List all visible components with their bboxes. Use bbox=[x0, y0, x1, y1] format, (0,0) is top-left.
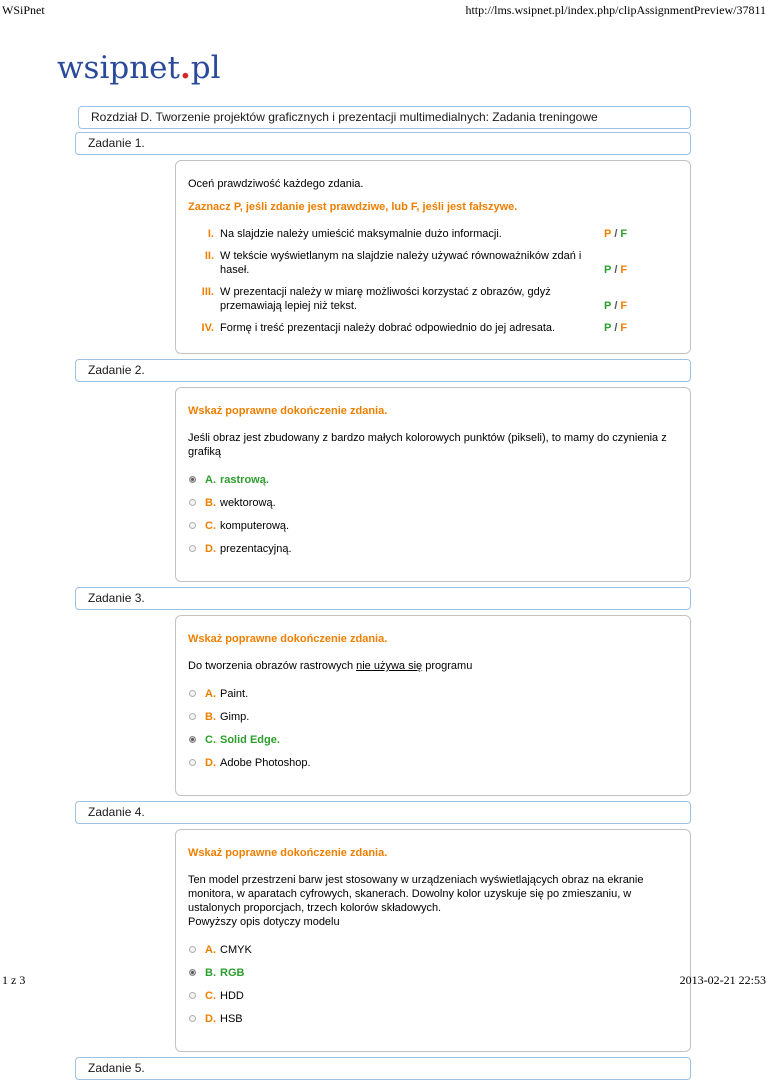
pf-false-option[interactable]: F bbox=[620, 264, 628, 276]
radio-checked-icon[interactable] bbox=[189, 736, 196, 743]
option-a[interactable] bbox=[189, 473, 676, 487]
option-text: Solid Edge. bbox=[220, 734, 280, 746]
task-4-question-line2: Powyższy opis dotyczy modelu bbox=[188, 916, 340, 928]
option-c[interactable] bbox=[189, 733, 676, 747]
radio-icon[interactable] bbox=[189, 946, 196, 953]
option-text: CMYK bbox=[220, 944, 252, 956]
task-4-instruction: Wskaż poprawne dokończenie zdania. bbox=[188, 847, 388, 859]
option-text: Gimp. bbox=[220, 711, 250, 723]
tf-statement-row bbox=[188, 321, 676, 335]
tf-statement-row bbox=[188, 227, 676, 241]
option-letter: A. bbox=[205, 474, 216, 486]
task-1-header bbox=[75, 132, 691, 155]
task-2-label: Zadanie 2. bbox=[88, 363, 145, 377]
radio-icon[interactable] bbox=[189, 545, 196, 552]
option-text: prezentacyjną. bbox=[220, 543, 292, 555]
pf-true-option[interactable]: P bbox=[604, 228, 612, 240]
pf-false-option[interactable]: F bbox=[620, 322, 628, 334]
logo-text-main: wsipnet bbox=[57, 50, 180, 86]
option-b[interactable] bbox=[189, 496, 676, 510]
option-d[interactable] bbox=[189, 542, 676, 556]
statement-text: Na slajdzie należy umieścić maksymalnie dużo informacji. bbox=[220, 228, 502, 240]
pf-true-option[interactable]: P bbox=[604, 264, 612, 276]
statement-numeral: I. bbox=[207, 228, 214, 240]
pf-choice bbox=[604, 227, 676, 241]
task-4-header bbox=[75, 801, 691, 824]
statement-numeral: II. bbox=[204, 250, 214, 262]
task-2-header bbox=[75, 359, 691, 382]
task-3-instruction: Wskaż poprawne dokończenie zdania. bbox=[188, 633, 388, 645]
pf-choice bbox=[604, 263, 676, 277]
pf-separator: / bbox=[614, 264, 618, 276]
radio-icon[interactable] bbox=[189, 499, 196, 506]
option-d[interactable] bbox=[189, 1012, 676, 1026]
question-underlined-part: nie używa się bbox=[356, 660, 423, 672]
assignment-content bbox=[75, 106, 691, 1083]
option-letter: D. bbox=[205, 1013, 216, 1025]
task-3-options bbox=[188, 687, 676, 770]
task-5-header bbox=[75, 1057, 691, 1080]
option-d[interactable] bbox=[189, 756, 676, 770]
pf-separator: / bbox=[614, 300, 618, 312]
statement-text: Formę i treść prezentacji należy dobrać odpowiednio do jej adresata. bbox=[220, 322, 556, 334]
task-3-header bbox=[75, 587, 691, 610]
option-letter: B. bbox=[205, 711, 216, 723]
statement-text: W prezentacji należy w miarę możliwości korzystać z obrazów, gdyż przemawiają lepiej niż tekst. bbox=[220, 286, 551, 312]
pf-false-option[interactable]: F bbox=[620, 228, 628, 240]
print-footer-timestamp: 2013-02-21 22:53 bbox=[679, 973, 766, 987]
option-text: Paint. bbox=[220, 688, 249, 700]
task-4-label: Zadanie 4. bbox=[88, 805, 145, 819]
pf-separator: / bbox=[614, 228, 618, 240]
task-3-panel bbox=[175, 615, 691, 796]
option-b[interactable] bbox=[189, 710, 676, 724]
task-4-panel bbox=[175, 829, 691, 1052]
task-1-intro: Oceń prawdziwość każdego zdania. bbox=[188, 178, 364, 190]
logo-text-tld: pl bbox=[190, 50, 221, 86]
statement-text: W tekście wyświetlanym na slajdzie należy używać równoważników zdań i haseł. bbox=[220, 250, 582, 276]
pf-choice bbox=[604, 321, 676, 335]
print-footer-page: 1 z 3 bbox=[2, 973, 26, 987]
pf-separator: / bbox=[614, 322, 618, 334]
option-text: HSB bbox=[220, 1013, 243, 1025]
radio-icon[interactable] bbox=[189, 713, 196, 720]
option-text: Adobe Photoshop. bbox=[220, 757, 311, 769]
print-header bbox=[2, 3, 766, 18]
task-2-question: Jeśli obraz jest zbudowany z bardzo małych kolorowych punktów (pikseli), to mamy do czynienia z grafiką bbox=[188, 432, 667, 458]
pf-true-option[interactable]: P bbox=[604, 300, 612, 312]
radio-icon[interactable] bbox=[189, 690, 196, 697]
option-letter: C. bbox=[205, 520, 216, 532]
option-c[interactable] bbox=[189, 989, 676, 1003]
chapter-title-box bbox=[78, 106, 691, 129]
radio-icon[interactable] bbox=[189, 992, 196, 999]
option-letter: D. bbox=[205, 757, 216, 769]
tf-statement-row bbox=[188, 285, 676, 313]
option-text: komputerową. bbox=[220, 520, 290, 532]
radio-icon[interactable] bbox=[189, 1015, 196, 1022]
wsipnet-logo bbox=[57, 50, 221, 86]
option-a[interactable] bbox=[189, 687, 676, 701]
question-part: programu bbox=[422, 660, 473, 672]
task-3-question bbox=[188, 659, 676, 673]
statement-numeral: III. bbox=[201, 286, 214, 298]
radio-icon[interactable] bbox=[189, 522, 196, 529]
option-a[interactable] bbox=[189, 943, 676, 957]
option-letter: D. bbox=[205, 543, 216, 555]
chapter-title: Rozdział D. Tworzenie projektów graficznych i prezentacji multimedialnych: Zadania treningowe bbox=[91, 110, 598, 124]
pf-choice bbox=[604, 299, 676, 313]
tf-statement-row bbox=[188, 249, 676, 277]
option-letter: C. bbox=[205, 734, 216, 746]
print-footer bbox=[2, 973, 766, 988]
task-2-panel bbox=[175, 387, 691, 582]
radio-icon[interactable] bbox=[189, 759, 196, 766]
print-header-url: http://lms.wsipnet.pl/index.php/clipAssignmentPreview/37811 bbox=[465, 3, 766, 17]
option-c[interactable] bbox=[189, 519, 676, 533]
pf-false-option[interactable]: F bbox=[620, 300, 628, 312]
statement-numeral: IV. bbox=[201, 322, 214, 334]
option-text: HDD bbox=[220, 990, 244, 1002]
option-text: RGB bbox=[220, 967, 245, 979]
radio-checked-icon[interactable] bbox=[189, 476, 196, 483]
task-4-question: Ten model przestrzeni barw jest stosowany w urządzeniach wyświetlających obraz na ekranie monitora, w aparatach cyfrowych, skanerach. Dowolny kolor uzyskuje się po zmieszaniu, w ustalonych proporcjach, trzech kolorów składowych. bbox=[188, 874, 644, 914]
task-2-instruction: Wskaż poprawne dokończenie zdania. bbox=[188, 405, 388, 417]
task-1-instruction: Zaznacz P, jeśli zdanie jest prawdziwe, lub F, jeśli jest fałszywe. bbox=[188, 201, 518, 213]
option-letter: B. bbox=[205, 497, 216, 509]
option-letter: B. bbox=[205, 967, 216, 979]
question-part: Do tworzenia obrazów rastrowych bbox=[188, 660, 357, 672]
task-3-label: Zadanie 3. bbox=[88, 591, 145, 605]
task-1-panel bbox=[175, 160, 691, 354]
option-letter: A. bbox=[205, 944, 216, 956]
task-5-label: Zadanie 5. bbox=[88, 1061, 145, 1075]
task-1-label: Zadanie 1. bbox=[88, 136, 145, 150]
option-text: wektorową. bbox=[220, 497, 276, 509]
option-text: rastrową. bbox=[220, 474, 269, 486]
logo-dot: . bbox=[179, 50, 191, 86]
print-header-title: WSiPnet bbox=[2, 3, 45, 17]
pf-true-option[interactable]: P bbox=[604, 322, 612, 334]
option-letter: A. bbox=[205, 688, 216, 700]
option-letter: C. bbox=[205, 990, 216, 1002]
task-2-options bbox=[188, 473, 676, 556]
